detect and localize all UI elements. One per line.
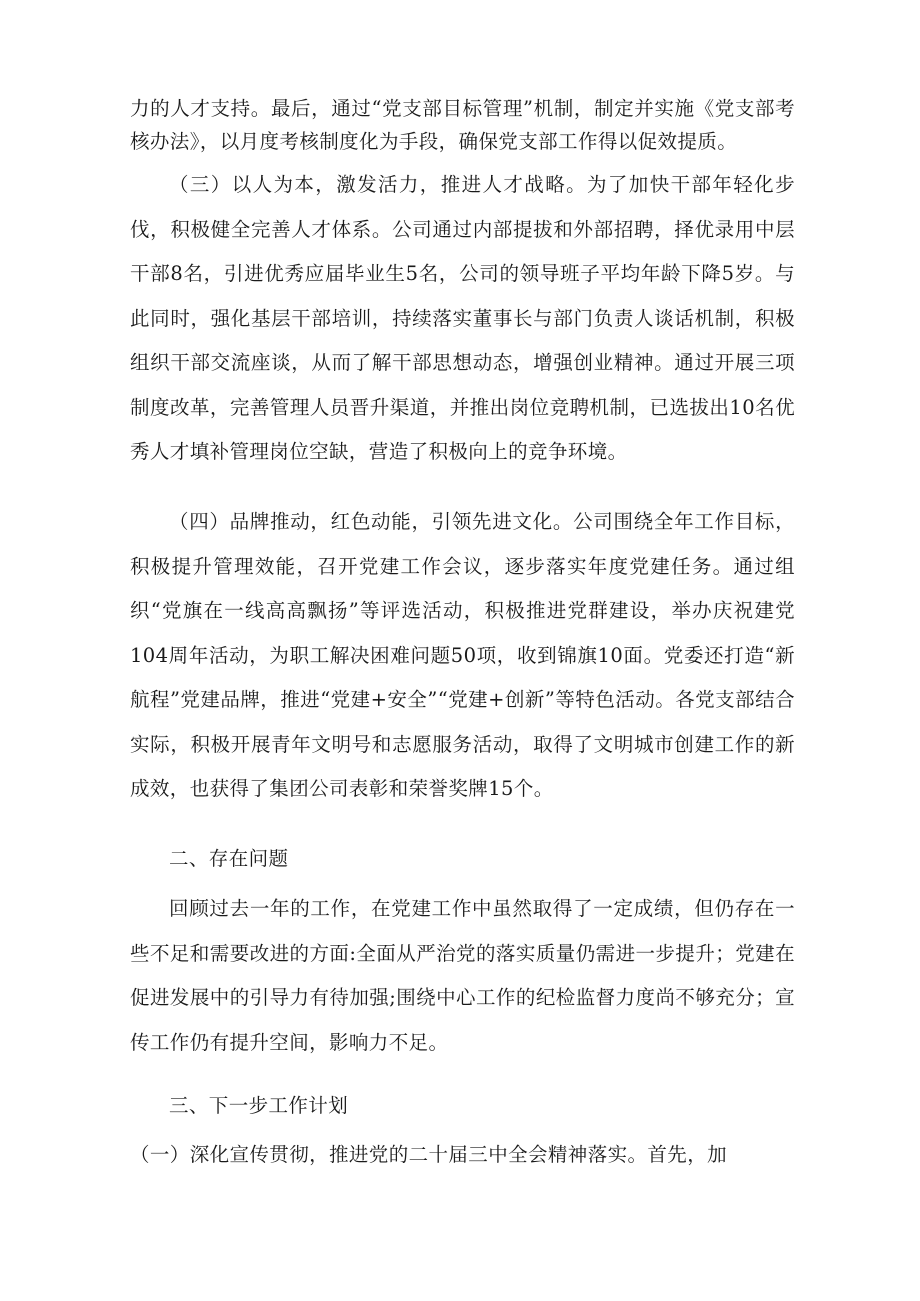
section-heading-problems: 二、存在问题 [169,847,289,870]
paragraph-talent-strategy: （三）以人为本，激发活力，推进人才战略。为了加快干部年轻化步伐，积极健全完善人才体系。公司通过内部提拔和外部招聘，择优录用中层干部8名，引进优秀应届毕业生5名，公司的领导班子平均年龄下降5岁。与此同时，强化基层干部培训，持续落实董事长与部门负责人谈话机制，积极组织干部交流座谈，从而了解干部思想动态，增强创业精神。通过开展三项制度改革，完善管理人员晋升渠道，并推出岗位竞聘机制，已选拔出10名优秀人才填补管理岗位空缺，营造了积极向上的竞争环境。 [130,173,795,463]
paragraph-plan-item-1: （一）深化宣传贯彻，推进党的二十届三中全会精神落实。首先，加 [130,1143,728,1166]
paragraph-continuation: 力的人才支持。最后，通过“党支部目标管理”机制，制定并实施《党支部考核办法》，以月度考核制度化为手段，确保党支部工作得以促效提质。 [130,97,795,153]
paragraph-problems: 回顾过去一年的工作，在党建工作中虽然取得了一定成绩，但仍存在一些不足和需要改进的方面:全面从严治党的落实质量仍需进一步提升；党建在促进发展中的引导力有待加强;围绕中心工作的纪检监督力度尚不够充分；宣传工作仍有提升空间，影响力不足。 [130,897,795,1054]
section-heading-next-plan: 三、下一步工作计划 [169,1094,349,1117]
paragraph-brand-culture: （四）品牌推动，红色动能，引领先进文化。公司围绕全年工作目标，积极提升管理效能，召开党建工作会议，逐步落实年度党建任务。通过组织“党旗在一线高高飘扬”等评选活动，积极推进党群建设，举办庆祝建党104周年活动，为职工解决困难问题50项，收到锦旗10面。党委还打造“新航程”党建品牌，推进“党建+安全”“党建+创新”等特色活动。各党支部结合实际，积极开展青年文明号和志愿服务活动，取得了文明城市创建工作的新成效，也获得了集团公司表彰和荣誉奖牌15个。 [130,510,795,800]
